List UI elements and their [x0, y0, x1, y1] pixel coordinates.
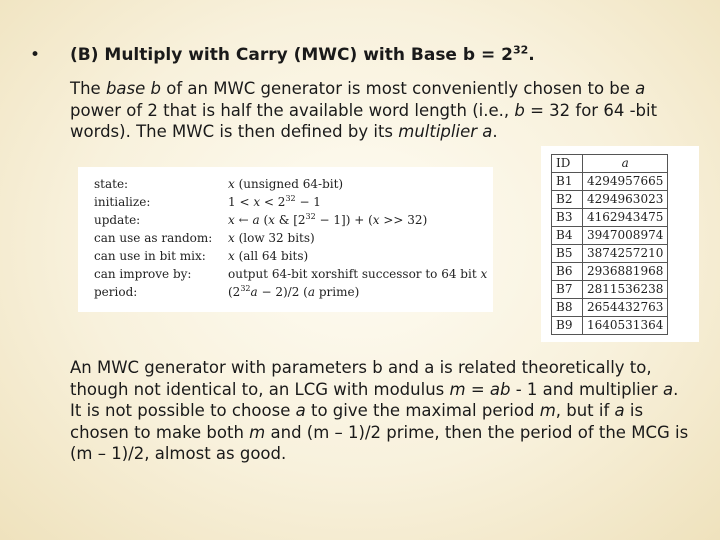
algorithm-key: state:	[94, 177, 129, 191]
algorithm-value	[228, 265, 487, 283]
emphasis-a: a	[662, 379, 674, 399]
slide-heading	[70, 44, 700, 66]
text-run: < 2	[260, 195, 286, 209]
cell-multiplier: 2936881968	[583, 263, 668, 281]
text-run: power of 2 that is half the available word length (i.e.,	[70, 100, 515, 120]
table-body	[552, 173, 668, 335]
cell-id: B1	[552, 173, 583, 191]
heading-tail: .	[528, 45, 535, 65]
column-header-a: a	[583, 155, 668, 173]
emphasis-b: b	[514, 100, 525, 120]
table-row	[552, 173, 668, 191]
var-x: x	[372, 213, 380, 227]
var-x: x	[228, 177, 235, 191]
text-run: output 64-bit xorshift successor to 64 bit	[228, 267, 481, 281]
table-row	[552, 245, 668, 263]
table-row	[552, 317, 668, 335]
algorithm-row-period	[94, 283, 489, 301]
emphasis-multiplier-a: multiplier a	[398, 122, 493, 141]
exponent: 32	[305, 212, 316, 221]
assign-arrow: ←	[234, 213, 253, 227]
cell-id: B4	[552, 227, 583, 245]
cell-id: B3	[552, 209, 583, 227]
heading-text: (B) Multiply with Carry (MWC) with Base b = 2	[70, 45, 513, 65]
text-run: = 32 for 64 -bit words). The MWC is then defined by its	[70, 100, 658, 141]
heading-exponent: 32	[512, 43, 529, 57]
text-run: − 2)/2 (	[257, 285, 308, 299]
cell-multiplier: 4294963023	[583, 191, 668, 209]
emphasis-a: a	[635, 79, 646, 98]
cell-id: B8	[552, 299, 583, 317]
text-run: >> 32)	[379, 213, 428, 227]
text-run: - 1 and multiplier	[510, 379, 663, 399]
cell-id: B9	[552, 317, 583, 335]
var-x: x	[480, 267, 488, 281]
algorithm-value	[228, 283, 359, 301]
cell-id: B7	[552, 281, 583, 299]
mwc-algorithm-box	[78, 167, 493, 312]
cell-id: B6	[552, 263, 583, 281]
text-run: prime)	[315, 285, 360, 299]
emphasis-m: m	[539, 401, 556, 420]
text-run: (all 64 bits)	[234, 249, 309, 263]
algorithm-key: period:	[94, 285, 138, 299]
algorithm-value	[228, 175, 343, 193]
cell-multiplier: 2654432763	[583, 299, 668, 317]
text-run: , but if	[555, 401, 615, 420]
text-run: .	[492, 122, 498, 141]
text-run: . It is not possible to choose	[70, 379, 679, 420]
var-x: x	[253, 195, 261, 209]
table-row	[552, 299, 668, 317]
var-a: a	[307, 285, 316, 299]
var-x: x	[228, 213, 235, 227]
text-run: (unsigned 64-bit)	[234, 177, 344, 191]
var-x: x	[228, 231, 235, 245]
algorithm-value	[228, 193, 321, 211]
table-row	[552, 209, 668, 227]
bullet-marker: •	[30, 45, 41, 65]
column-header-id: ID	[552, 155, 583, 173]
text-run: to give the maximal period	[305, 401, 540, 420]
algorithm-key: update:	[94, 213, 141, 227]
cell-id: B2	[552, 191, 583, 209]
table-row	[552, 227, 668, 245]
cell-multiplier: 3947008974	[583, 227, 668, 245]
text-run: − 1	[295, 195, 321, 209]
cell-multiplier: 4294957665	[583, 173, 668, 191]
table-header-row	[552, 155, 668, 173]
algorithm-row-initialize	[94, 193, 489, 211]
algorithm-key: can use in bit mix:	[94, 249, 206, 263]
algorithm-row-improve	[94, 265, 489, 283]
text-run: & [2	[274, 213, 306, 227]
text-run: (	[259, 213, 269, 227]
multiplier-table-panel	[541, 146, 699, 342]
cell-multiplier: 1640531364	[583, 317, 668, 335]
var-x: x	[228, 249, 235, 263]
emphasis-m: m	[249, 422, 266, 442]
text-run: An MWC generator with parameters b and a is related theoretically to, though not identical to, an LCG with modulus	[70, 358, 652, 399]
mwc-lcg-paragraph	[70, 357, 690, 465]
intro-paragraph	[70, 78, 690, 143]
emphasis-base-b: base b	[105, 79, 161, 98]
cell-multiplier: 3874257210	[583, 245, 668, 263]
emphasis-a: a	[295, 401, 306, 420]
text-run: − 1]) + (	[315, 213, 373, 227]
table-row	[552, 191, 668, 209]
table-row	[552, 263, 668, 281]
var-x: x	[268, 213, 275, 227]
exponent: 32	[285, 194, 296, 203]
text-run: and (m – 1)/2 prime, then the period of the MCG is (m – 1)/2, almost as good.	[70, 422, 689, 463]
text-run: (2	[228, 285, 241, 299]
var-a: a	[250, 285, 258, 299]
text-run: The	[70, 79, 106, 98]
algorithm-row-update	[94, 211, 489, 229]
cell-id: B5	[552, 245, 583, 263]
algorithm-row-bit-mix	[94, 247, 489, 265]
algorithm-value	[228, 247, 308, 265]
text-run: 1 <	[228, 195, 254, 209]
algorithm-value	[228, 229, 315, 247]
cell-multiplier: 2811536238	[583, 281, 668, 299]
algorithm-row-random	[94, 229, 489, 247]
text-run: of an MWC generator is most conveniently chosen to be	[161, 79, 636, 98]
emphasis-a: a	[614, 401, 625, 420]
algorithm-key: can improve by:	[94, 267, 192, 281]
table-row	[552, 281, 668, 299]
exponent: 32	[240, 284, 251, 293]
algorithm-key: initialize:	[94, 195, 151, 209]
algorithm-row-state	[94, 175, 489, 193]
algorithm-value	[228, 211, 427, 229]
text-run: (low 32 bits)	[234, 231, 315, 245]
var-a: a	[252, 213, 260, 227]
multiplier-table	[551, 154, 668, 335]
text-run: is chosen to make both	[70, 401, 644, 442]
algorithm-key: can use as random:	[94, 231, 213, 245]
emphasis-m-ab: m = ab	[449, 379, 511, 399]
cell-multiplier: 4162943475	[583, 209, 668, 227]
